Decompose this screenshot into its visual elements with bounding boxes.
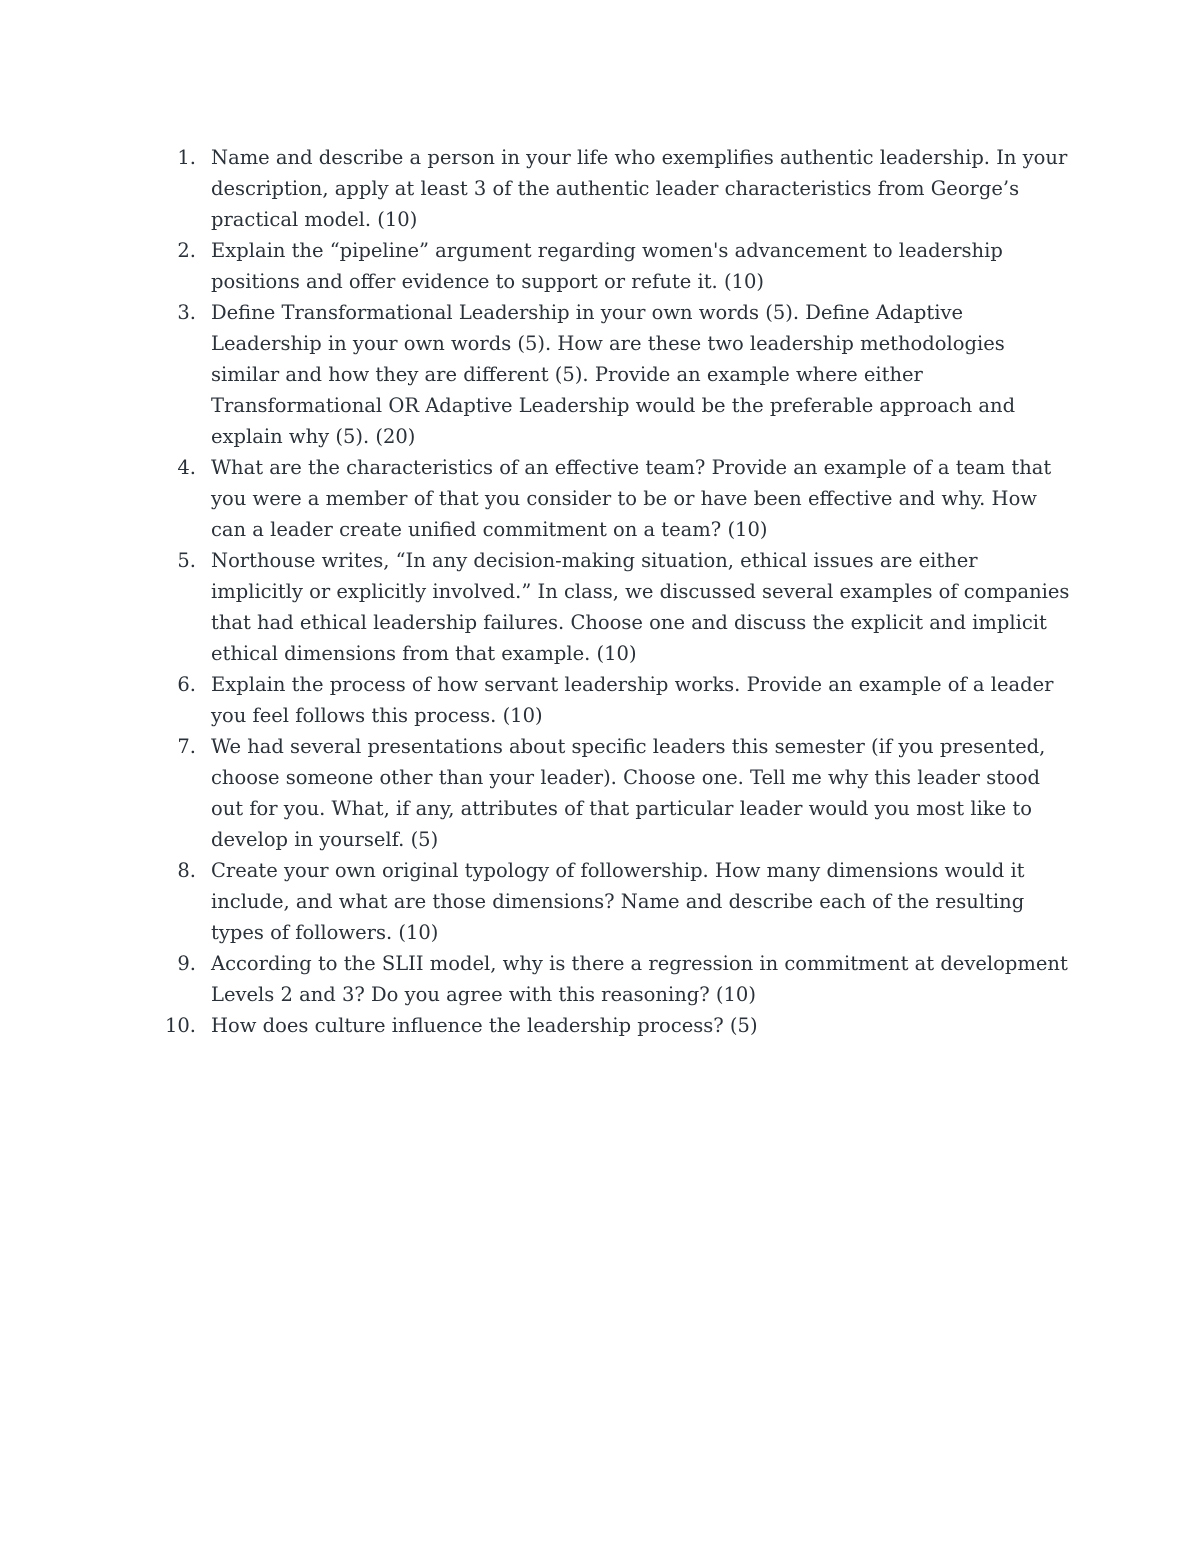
question-number: 1.	[177, 146, 196, 169]
question-text: Northouse writes, “In any decision-making situation, ethical issues are either implicitly or explicitly involved.” In class, we discussed several examples of companies that had ethical leadership failures. Choose one and discuss the explicit and implicit ethical dimensions from that example. (10)	[211, 549, 1070, 665]
question-number: 3.	[177, 301, 196, 324]
question-number: 5.	[177, 549, 196, 572]
question-text: Name and describe a person in your life who exemplifies authentic leadership. In your description, apply at least 3 of the authentic leader characteristics from George’s practical model. (10)	[211, 146, 1068, 231]
question-number: 8.	[177, 859, 196, 882]
question-item	[0, 297, 1200, 452]
question-item	[0, 1010, 1200, 1041]
question-text: What are the characteristics of an effective team? Provide an example of a team that you were a member of that you consider to be or have been effective and why. How can a leader create unified commitment on a team? (10)	[211, 456, 1052, 541]
question-number: 6.	[177, 673, 196, 696]
question-number: 7.	[177, 735, 196, 758]
question-text: Define Transformational Leadership in your own words (5). Define Adaptive Leadership in your own words (5). How are these two leadership methodologies similar and how they are different (5). Provide an example where either Transformational OR Adaptive Leadership would be the preferable approach and explain why (5). (20)	[211, 301, 1016, 448]
question-number: 9.	[177, 952, 196, 975]
question-item	[0, 142, 1200, 235]
question-item	[0, 669, 1200, 731]
question-text: According to the SLII model, why is there a regression in commitment at development Levels 2 and 3? Do you agree with this reasoning? (10)	[211, 952, 1068, 1006]
question-text: We had several presentations about specific leaders this semester (if you presented, choose someone other than your leader). Choose one. Tell me why this leader stood out for you. What, if any, attributes of that particular leader would you most like to develop in yourself. (5)	[211, 735, 1046, 851]
question-item	[0, 855, 1200, 948]
question-number: 2.	[177, 239, 196, 262]
question-item	[0, 545, 1200, 669]
question-item	[0, 452, 1200, 545]
question-text: Explain the “pipeline” argument regarding women's advancement to leadership positions and offer evidence to support or refute it. (10)	[211, 239, 1003, 293]
question-number: 10.	[164, 1014, 196, 1037]
question-text: Explain the process of how servant leadership works. Provide an example of a leader you feel follows this process. (10)	[211, 673, 1054, 727]
question-item	[0, 731, 1200, 855]
question-text: How does culture influence the leadership process? (5)	[211, 1014, 758, 1037]
question-list	[0, 142, 1200, 1041]
question-number: 4.	[177, 456, 196, 479]
question-item	[0, 948, 1200, 1010]
question-item	[0, 235, 1200, 297]
question-text: Create your own original typology of followership. How many dimensions would it include, and what are those dimensions? Name and describe each of the resulting types of followers. (10)	[211, 859, 1025, 944]
